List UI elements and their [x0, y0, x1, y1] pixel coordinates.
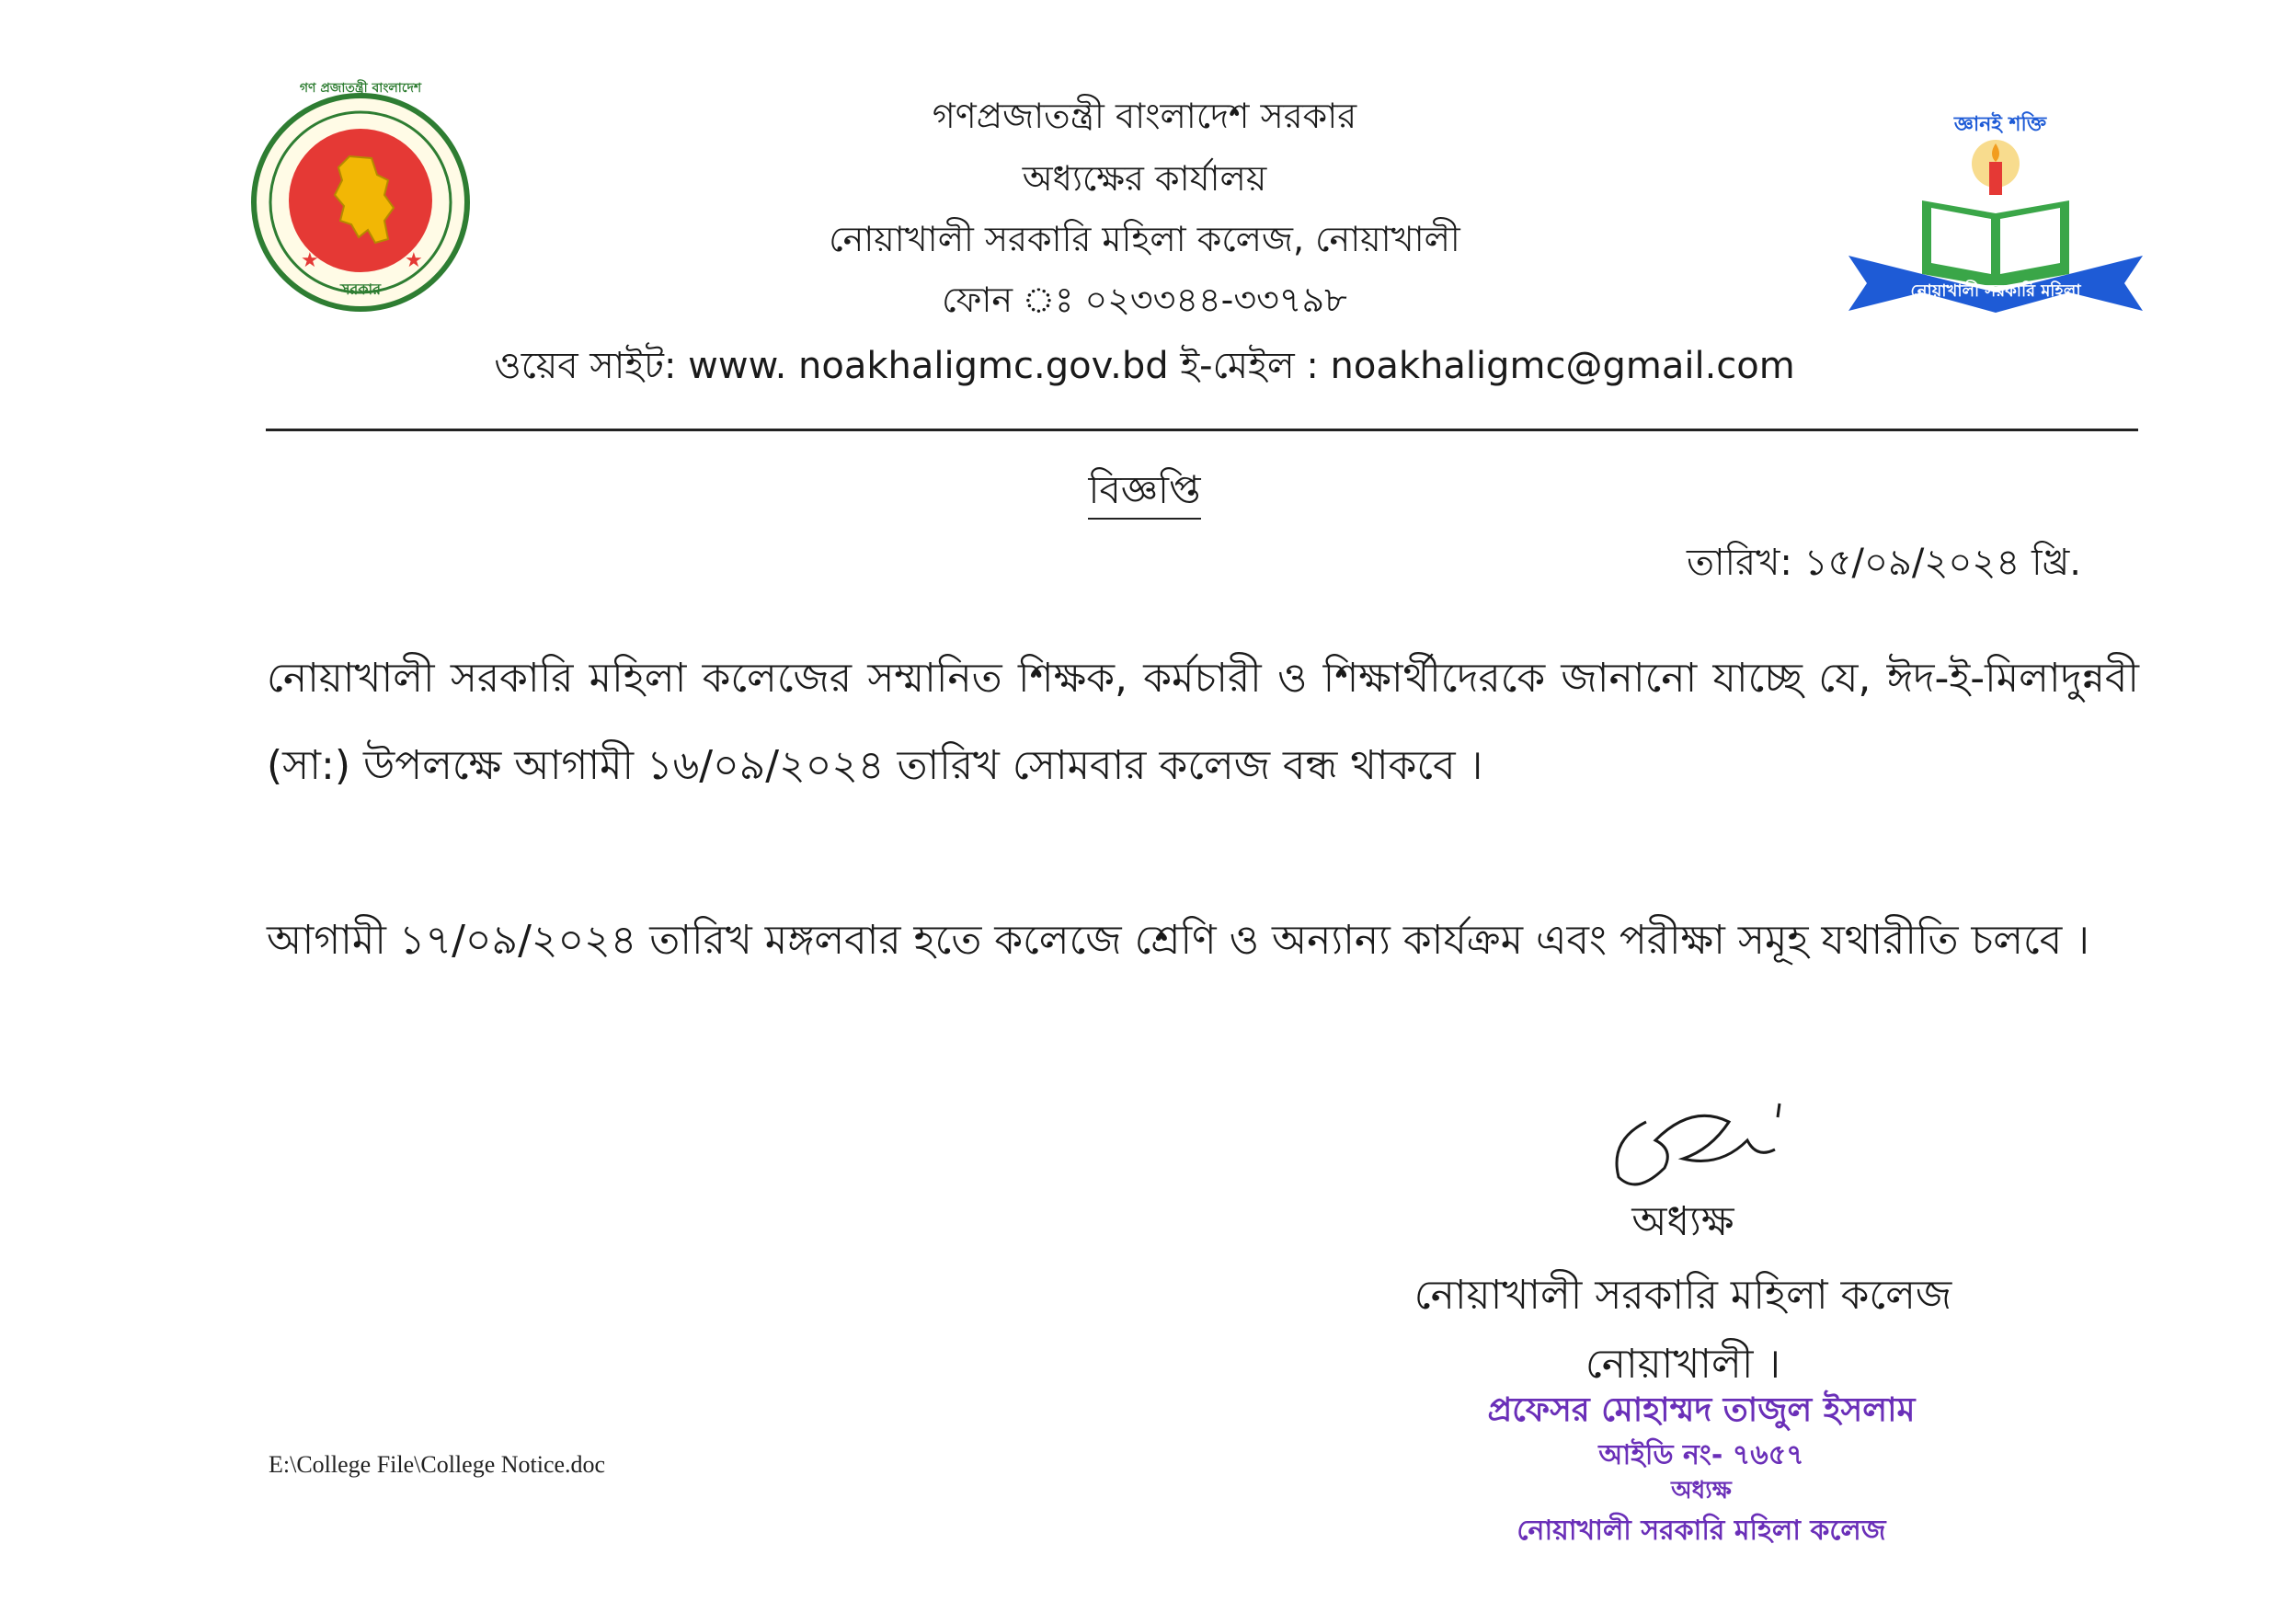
seal-bottom-text: সরকার — [339, 280, 381, 298]
stamp-title: অধ্যক্ষ — [1671, 1477, 1732, 1504]
footer-filepath: E:\College File\College Notice.doc — [269, 1451, 606, 1478]
header-office: অধ্যক্ষের কার্যালয় — [1022, 158, 1267, 199]
signature-place: নোয়াখালী । — [1585, 1341, 1781, 1388]
notice-paragraph-2: আগামী ১৭/০৯/২০২৪ তারিখ মঙ্গলবার হতে কলেজে শ্রেণি ও অন্যান্য কার্যক্রম এবং পরীক্ষা সমূহ যথারীতি চলবে । — [267, 917, 2089, 964]
signature-scribble — [1591, 1085, 1812, 1205]
notice-subject: বিজ্ঞপ্তি — [0, 460, 2289, 525]
stamp-org: নোয়াখালী সরকারি মহিলা কলেজ — [1516, 1515, 1886, 1547]
college-banner-text: নোয়াখালী সরকারি মহিলা কলেজ — [1910, 281, 2081, 329]
notice-paragraph-1: নোয়াখালী সরকারি মহিলা কলেজের সম্মানিত শিক্ষক, কর্মচারী ও শিক্ষার্থীদেরকে জানানো যাচ্ছে যে, ঈদ-ই-মিলাদুন্নবী (সা:) উপলক্ষে আগামী ১৬/০৯/২০২৪ তারিখ সোমবার কলেজ বন্ধ থাকবে । — [267, 655, 2139, 789]
signature-org: নোয়াখালী সরকারি মহিলা কলেজ — [1413, 1272, 1952, 1319]
header-divider — [266, 429, 2138, 431]
svg-text:★: ★ — [405, 249, 423, 272]
notice-date: তারিখ: ১৫/০৯/২০২৪ খ্রি. — [1687, 542, 2081, 584]
svg-text:★: ★ — [301, 249, 319, 272]
header-government: গণপ্রজাতন্ত্রী বাংলাদেশ সরকার — [932, 96, 1357, 136]
stamp-name: প্রফেসর মোহাম্মদ তাজুল ইসলাম — [1487, 1391, 1916, 1429]
header-college: নোয়াখালী সরকারি মহিলা কলেজ, নোয়াখালী — [829, 219, 1460, 259]
signature-icon — [1591, 1085, 1812, 1205]
header-web-email: ওয়েব সাইট: www. noakhaligmc.gov.bd ই-মেইল : noakhaligmc@gmail.com — [494, 345, 1795, 387]
college-motto: জ্ঞানই শক্তি — [1953, 113, 2047, 136]
header-phone: ফোন ঃ ০২৩৩৪৪-৩৩৭৯৮ — [942, 280, 1347, 320]
stamp-id: আইডি নং- ৭৬৫৭ — [1598, 1439, 1804, 1471]
seal-top-text: গণ প্রজাতন্ত্রী বাংলাদেশ — [299, 81, 422, 96]
signature-title: অধ্যক্ষ — [1631, 1198, 1734, 1245]
